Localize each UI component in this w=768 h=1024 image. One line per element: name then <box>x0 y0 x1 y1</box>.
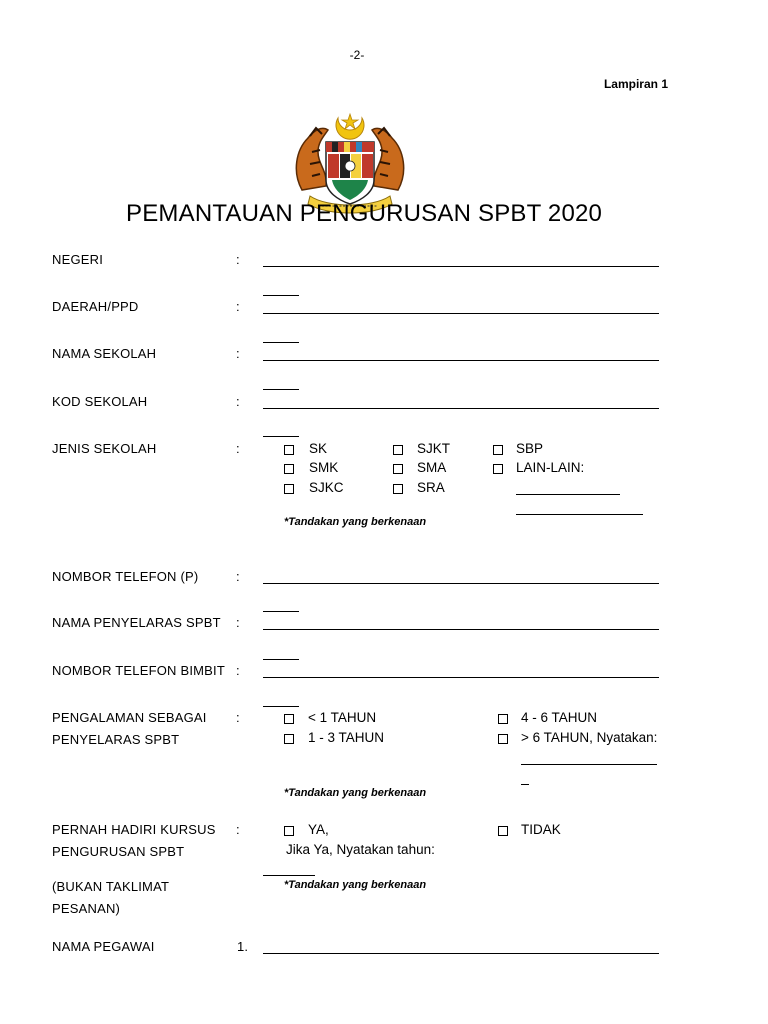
option-more-6-years: > 6 TAHUN, Nyatakan: <box>521 730 658 745</box>
option-less-1-year: < 1 TAHUN <box>308 710 377 725</box>
nombor-telefon-label: NOMBOR TELEFON (P) <box>52 569 199 584</box>
colon: : <box>236 252 240 267</box>
instruction-note: *Tandakan yang berkenaan <box>284 787 427 799</box>
checkbox-sjkt[interactable] <box>393 445 403 455</box>
checkbox-lain-lain[interactable] <box>493 464 503 474</box>
lain-lain-input-line[interactable] <box>516 494 620 495</box>
negeri-input-line-continuation[interactable] <box>263 295 299 296</box>
checkbox-sbp[interactable] <box>493 445 503 455</box>
kursus-label-3: (BUKAN TAKLIMAT <box>52 879 170 894</box>
colon: : <box>236 569 240 584</box>
checkbox-sk[interactable] <box>284 445 294 455</box>
jenis-sekolah-label: JENIS SEKOLAH <box>52 441 157 456</box>
checkbox-sra[interactable] <box>393 484 403 494</box>
option-1-3-years: 1 - 3 TAHUN <box>308 730 385 745</box>
checkbox-sjkc[interactable] <box>284 484 294 494</box>
nama-penyelaras-input-line-continuation[interactable] <box>263 659 299 660</box>
colon: : <box>236 441 240 456</box>
nombor-telefon-input-line-continuation[interactable] <box>263 611 299 612</box>
colon: : <box>236 822 240 837</box>
instruction-note: *Tandakan yang berkenaan <box>284 879 427 891</box>
option-sma: SMA <box>417 460 447 475</box>
option-sk: SK <box>309 441 328 456</box>
option-sjkt: SJKT <box>417 441 451 456</box>
nombor-bimbit-input-line-continuation[interactable] <box>263 706 299 707</box>
lain-lain-input-line-2[interactable] <box>516 514 643 515</box>
colon: : <box>236 346 240 361</box>
colon: : <box>236 710 240 725</box>
option-sjkc: SJKC <box>309 480 344 495</box>
option-smk: SMK <box>309 460 339 475</box>
option-tidak: TIDAK <box>521 822 561 837</box>
negeri-label: NEGERI <box>52 252 104 267</box>
checkbox-more-6-years[interactable] <box>498 734 508 744</box>
option-4-6-years: 4 - 6 TAHUN <box>521 710 598 725</box>
negeri-input-line[interactable] <box>263 266 659 267</box>
nama-sekolah-input-line[interactable] <box>263 360 659 361</box>
checkbox-ya[interactable] <box>284 826 294 836</box>
kod-sekolah-label: KOD SEKOLAH <box>52 394 148 409</box>
nombor-bimbit-label: NOMBOR TELEFON BIMBIT <box>52 663 225 678</box>
nama-sekolah-input-line-continuation[interactable] <box>263 389 299 390</box>
kursus-label-4: PESANAN) <box>52 901 121 916</box>
nombor-telefon-input-line[interactable] <box>263 583 659 584</box>
page-title: PEMANTAUAN PENGURUSAN SPBT 2020 <box>126 200 603 227</box>
page-number: -2- <box>349 48 365 62</box>
checkbox-smk[interactable] <box>284 464 294 474</box>
nombor-bimbit-input-line[interactable] <box>263 677 659 678</box>
daerah-label: DAERAH/PPD <box>52 299 139 314</box>
nama-sekolah-label: NAMA SEKOLAH <box>52 346 157 361</box>
year-prompt: Jika Ya, Nyatakan tahun: <box>286 842 435 857</box>
kursus-label-2: PENGURUSAN SPBT <box>52 844 185 859</box>
attachment-label: Lampiran 1 <box>603 77 668 91</box>
pengalaman-label: PENGALAMAN SEBAGAI <box>52 710 207 725</box>
daerah-input-line-continuation[interactable] <box>263 342 299 343</box>
option-lain-lain: LAIN-LAIN: <box>516 460 585 475</box>
colon: : <box>236 663 240 678</box>
option-sra: SRA <box>417 480 445 495</box>
checkbox-tidak[interactable] <box>498 826 508 836</box>
pengalaman-label-2: PENYELARAS SPBT <box>52 732 180 747</box>
more-6-years-input-line[interactable] <box>521 764 657 765</box>
option-ya: YA, <box>308 822 329 837</box>
kod-sekolah-input-line[interactable] <box>263 408 659 409</box>
checkbox-sma[interactable] <box>393 464 403 474</box>
checkbox-less-1-year[interactable] <box>284 714 294 724</box>
kod-sekolah-input-line-continuation[interactable] <box>263 436 299 437</box>
colon: : <box>236 394 240 409</box>
kursus-label: PERNAH HADIRI KURSUS <box>52 822 216 837</box>
instruction-note: *Tandakan yang berkenaan <box>284 516 427 528</box>
nama-penyelaras-label: NAMA PENYELARAS SPBT <box>52 615 221 630</box>
more-6-years-input-line-2[interactable] <box>521 784 529 785</box>
option-sbp: SBP <box>516 441 544 456</box>
daerah-input-line[interactable] <box>263 313 659 314</box>
nama-pegawai-input-line[interactable] <box>263 953 659 954</box>
year-input-line[interactable] <box>263 875 315 876</box>
checkbox-4-6-years[interactable] <box>498 714 508 724</box>
colon: : <box>236 615 240 630</box>
colon: : <box>236 299 240 314</box>
nama-pegawai-label: NAMA PEGAWAI <box>52 939 155 954</box>
checkbox-1-3-years[interactable] <box>284 734 294 744</box>
officer-number: 1. <box>237 939 249 954</box>
nama-penyelaras-input-line[interactable] <box>263 629 659 630</box>
